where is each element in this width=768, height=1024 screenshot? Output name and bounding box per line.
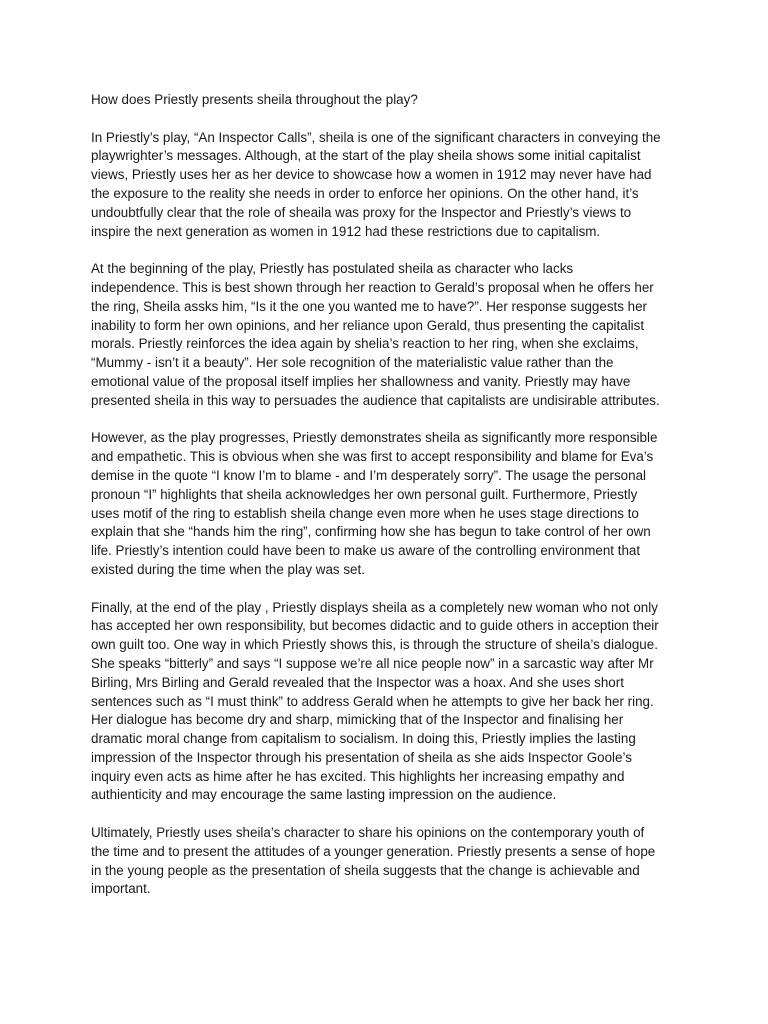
- text-line: inability to form her own opinions, and her reliance upon Gerald, thus presenting the capitalist: [91, 317, 645, 333]
- text-line: playwrighter’s messages. Although, at the start of the play sheila shows some initial capitalist: [91, 148, 641, 164]
- text-line: inquiry even acts as hime after he has excited. This highlights her increasing empathy and: [91, 768, 625, 784]
- essay-question-title: How does Priestly presents sheila throughout the play?: [91, 92, 418, 107]
- text-line: morals. Priestly reinforces the idea again by shelia’s reaction to her ring, when she exclaims,: [91, 336, 639, 352]
- text-line: the exposure to the reality she needs in order to enforce her opinions. On the other hand, it’s: [91, 185, 639, 201]
- document-page: [91, 91, 681, 918]
- text-line: pronoun “I” highlights that sheila acknowledges her own personal guilt. Furthermore, Priestly: [91, 486, 638, 502]
- text-line: However, as the play progresses, Priestly demonstrates sheila as significantly more responsible: [91, 430, 658, 446]
- text-line: own guilt too. One way in which Priestly shows this, is through the structure of sheila’s dialogue.: [91, 637, 658, 653]
- paragraph-introduction: [91, 129, 681, 242]
- text-line: Ultimately, Priestly uses sheila’s character to share his opinions on the contemporary youth of: [91, 825, 645, 841]
- text-line: Finally, at the end of the play , Priestly displays sheila as a completely new woman who not only: [91, 599, 658, 615]
- paragraph-conclusion: [91, 824, 681, 899]
- text-line: At the beginning of the play, Priestly has postulated sheila as character who lacks: [91, 261, 574, 277]
- text-line: life. Priestly’s intention could have been to make us aware of the controlling environment that: [91, 543, 641, 559]
- text-line: presented sheila in this way to persuades the audience that capitalists are undisirable attributes.: [91, 392, 660, 408]
- paragraph-ending: [91, 599, 681, 806]
- text-line: sentences such as “I must think” to address Gerald when he attempts to give her back her ring.: [91, 693, 654, 709]
- text-line: emotional value of the proposal itself implies her shallowness and vanity. Priestly may have: [91, 373, 631, 389]
- text-line: demise in the quote “I know I’m to blame - and I’m desperately sorry”. The usage the personal: [91, 467, 646, 483]
- paragraph-beginning: [91, 260, 681, 410]
- text-line: “Mummy - isn’t it a beauty”. Her sole recognition of the materialistic value rather than the: [91, 355, 614, 371]
- text-line: She speaks “bitterly” and says “I suppose we’re all nice people now” in a sarcastic way after Mr: [91, 655, 654, 671]
- text-line: Her dialogue has become dry and sharp, mimicking that of the Inspector and finalising her: [91, 712, 624, 728]
- paragraph-progression: [91, 429, 681, 579]
- text-line: has accepted her own responsibility, but becomes didactic and to guide others in acception their: [91, 618, 659, 634]
- text-line: dramatic moral change from capitalism to socialism. In doing this, Priestly implies the lasting: [91, 731, 636, 747]
- text-line: explain that she “hands him the ring”, confirming how she has begun to take control of her own: [91, 524, 651, 540]
- text-line: the time and to present the attitudes of a younger generation. Priestly presents a sense of hope: [91, 843, 656, 859]
- text-line: uses motif of the ring to establish sheila change even more when he uses stage directions to: [91, 505, 639, 521]
- text-line: and empathetic. This is obvious when she was first to accept responsibility and blame for Eva’s: [91, 449, 654, 465]
- text-line: views, Priestly uses her as her device to showcase how a women in 1912 may never have had: [91, 167, 652, 183]
- text-line: existed during the time when the play was set.: [91, 561, 365, 577]
- text-line: inspire the next generation as women in 1912 had these restrictions due to capitalism.: [91, 223, 601, 239]
- text-line: independence. This is best shown through her reaction to Gerald’s proposal when he offers her: [91, 279, 654, 295]
- text-line: important.: [91, 881, 151, 897]
- text-line: impression of the Inspector through his presentation of sheila as she aids Inspector Goole’s: [91, 749, 632, 765]
- text-line: undoubtfully clear that the role of sheaila was proxy for the Inspector and Priestly’s views to: [91, 204, 632, 220]
- text-line: in the young people as the presentation of sheila suggests that the change is achievable and: [91, 862, 640, 878]
- text-line: Birling, Mrs Birling and Gerald revealed that the Inspector was a hoax. And she uses short: [91, 674, 624, 690]
- text-line: In Priestly’s play, “An Inspector Calls”, sheila is one of the significant characters in conveying the: [91, 129, 661, 145]
- text-line: authienticity and may encourage the same lasting impression on the audience.: [91, 787, 557, 803]
- text-line: the ring, Sheila assks him, “Is it the one you wanted me to have?”. Her response suggests her: [91, 298, 647, 314]
